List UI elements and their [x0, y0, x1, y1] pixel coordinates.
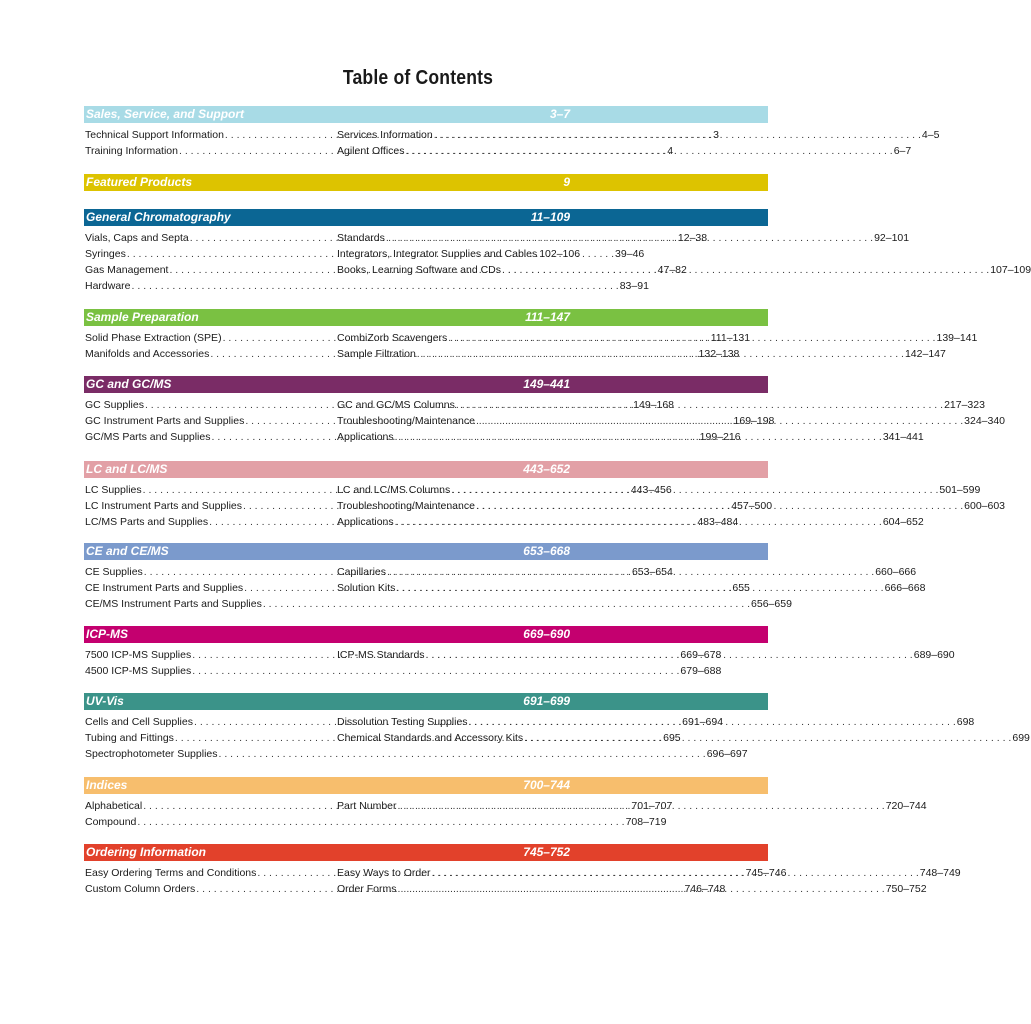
entry-label: Dissolution Testing Supplies: [337, 716, 468, 728]
toc-section: [84, 693, 1030, 762]
entry-pages: 669–678: [680, 649, 722, 661]
entry-pages: 689–690: [913, 649, 955, 661]
entry-pages: 501–599: [939, 484, 981, 496]
section-header-band: [84, 376, 768, 393]
dot-leader: [502, 262, 989, 278]
section-title[interactable]: ICP-MS: [86, 627, 128, 641]
dot-leader: [396, 580, 883, 596]
entry-pages: 653–654: [631, 566, 673, 578]
entry-pages: 83–91: [619, 280, 649, 292]
entry-label: Spectrophotometer Supplies: [85, 748, 218, 760]
toc-entry[interactable]: [85, 746, 748, 762]
entry-pages: 698: [956, 716, 975, 728]
section-title[interactable]: GC and GC/MS: [86, 377, 172, 391]
entry-label: 7500 ICP-MS Supplies: [85, 649, 192, 661]
entry-pages: 102–106: [539, 248, 581, 260]
toc-section: [84, 209, 1031, 294]
section-header-band: [84, 174, 768, 191]
toc-section: [84, 309, 978, 362]
section-title[interactable]: CE and CE/MS: [86, 544, 169, 558]
section-title[interactable]: Indices: [86, 778, 128, 792]
entry-pages: 4–5: [921, 129, 940, 141]
entry-pages: 3: [713, 129, 719, 141]
section-title[interactable]: LC and LC/MS: [86, 462, 168, 476]
entry-label: GC/MS Parts and Supplies: [85, 431, 211, 443]
section-header-band: [84, 461, 768, 478]
entry-label: Part Number: [337, 800, 397, 812]
section-entries: [84, 123, 940, 159]
entry-label: Hardware: [85, 280, 131, 292]
entry-label: Easy Ordering Terms and Conditions: [85, 867, 257, 879]
entry-label: Applications: [337, 431, 394, 443]
section-header-band: [84, 777, 768, 794]
entry-pages: 666–668: [884, 582, 926, 594]
toc-section: [84, 626, 955, 679]
section-entries: [84, 794, 927, 830]
entry-label: CE Supplies: [85, 566, 143, 578]
entry-pages: 748–749: [919, 867, 961, 879]
entry-label: CE Instrument Parts and Supplies: [85, 582, 244, 594]
entry-pages: 39–46: [615, 248, 645, 260]
section-pages: 9: [563, 175, 570, 189]
dot-leader: [398, 798, 885, 814]
toc-entry[interactable]: [85, 663, 722, 679]
entry-pages: 324–340: [964, 415, 1006, 427]
section-pages: 111–147: [525, 310, 570, 324]
entry-pages: 720–744: [885, 800, 927, 812]
section-pages: 11–109: [530, 210, 570, 224]
section-pages: 669–690: [523, 627, 570, 641]
dot-leader: [448, 330, 935, 346]
entry-pages: 695: [663, 732, 681, 744]
entry-label: ICP-MS Standards: [337, 649, 425, 661]
dot-leader: [524, 730, 1011, 746]
entry-pages: 656–659: [751, 598, 792, 610]
section-entries: [84, 861, 961, 897]
toc-entry[interactable]: [85, 596, 792, 612]
entry-pages: 139–141: [936, 332, 978, 344]
entry-label: Syringes: [85, 248, 126, 260]
dot-leader: [395, 429, 882, 445]
section-title[interactable]: Ordering Information: [86, 845, 206, 859]
entry-label: Chemical Standards and Accessory Kits: [337, 732, 524, 744]
section-entries: [84, 478, 1006, 530]
entry-label: Order Forms: [337, 883, 397, 895]
entry-label: CombiZorb Scavengers: [337, 332, 448, 344]
entry-label: Manifolds and Accessories: [85, 348, 210, 360]
entry-label: Capillaries: [337, 566, 387, 578]
entry-label: Solid Phase Extraction (SPE): [85, 332, 222, 344]
entry-pages: 217–323: [944, 399, 985, 411]
section-entries: [84, 393, 1006, 445]
entry-label: Applications: [337, 516, 394, 528]
entry-pages: 12–38: [677, 232, 708, 244]
entry-pages: 655: [732, 582, 750, 594]
entry-label: Training Information: [85, 145, 178, 157]
entry-pages: 708–719: [625, 816, 667, 828]
entry-label: GC and GC/MS Columns: [337, 399, 455, 411]
dot-leader: [476, 498, 963, 514]
dot-leader: [395, 514, 882, 530]
entry-label: Technical Support Information: [85, 129, 224, 141]
section-title[interactable]: Featured Products: [86, 175, 193, 189]
entry-label: Services Information: [337, 129, 433, 141]
entry-pages: 199–216: [699, 431, 741, 443]
entry-pages: 4: [667, 145, 674, 157]
entry-pages: 107–109: [990, 264, 1031, 276]
entry-pages: 132–138: [698, 348, 740, 360]
entries-column-right: [337, 127, 940, 159]
section-entries: [84, 226, 1031, 294]
section-pages: 691–699: [523, 694, 570, 708]
entry-pages: 341–441: [882, 431, 924, 443]
entry-label: LC Instrument Parts and Supplies: [85, 500, 242, 512]
dot-leader: [398, 881, 885, 897]
section-title[interactable]: UV-Vis: [86, 694, 124, 708]
toc-entry[interactable]: [337, 143, 912, 159]
toc-section: [84, 106, 940, 159]
entry-label: Cells and Cell Supplies: [85, 716, 193, 728]
entry-label: Integrators, Integrator Supplies and Cables: [337, 248, 538, 260]
entry-label: Sample Filtration: [337, 348, 416, 360]
section-header-band: [84, 844, 768, 861]
entry-pages: 696–697: [706, 748, 748, 760]
toc-entry[interactable]: [85, 278, 649, 294]
entry-label: LC and LC/MS Columns: [337, 484, 451, 496]
entry-label: Vials, Caps and Septa: [85, 232, 189, 244]
dot-leader: [406, 143, 893, 159]
entry-pages: 660–666: [875, 566, 917, 578]
toc-section: [84, 844, 961, 897]
entry-label: Easy Ways to Order: [337, 867, 431, 879]
entry-label: Compound: [85, 816, 137, 828]
section-header-band: [84, 309, 768, 326]
dot-leader: [417, 346, 904, 362]
entry-pages: 699: [1012, 732, 1030, 744]
section-pages: 745–752: [523, 845, 570, 859]
entry-pages: 6–7: [893, 145, 912, 157]
entry-pages: 169–198: [733, 415, 775, 427]
section-pages: 653–668: [523, 544, 570, 558]
entry-label: Custom Column Orders: [85, 883, 196, 895]
entry-pages: 92–101: [874, 232, 910, 244]
entry-pages: 745–746: [745, 867, 787, 879]
section-title[interactable]: Sales, Service, and Support: [86, 107, 245, 121]
entry-label: Solution Kits: [337, 582, 396, 594]
entry-pages: 701–707: [631, 800, 673, 812]
entry-label: LC Supplies: [85, 484, 142, 496]
entry-label: Troubleshooting/Maintenance: [337, 500, 475, 512]
dot-leader: [387, 564, 874, 580]
toc-section: [84, 376, 1006, 445]
entry-pages: 483–484: [697, 516, 739, 528]
section-header-band: [84, 626, 768, 643]
section-pages: 443–652: [523, 462, 570, 476]
entry-pages: 604–652: [882, 516, 924, 528]
entry-label: GC Instrument Parts and Supplies: [85, 415, 245, 427]
toc-section: [84, 174, 768, 191]
dot-leader: [432, 865, 919, 881]
section-entries: [84, 560, 926, 612]
toc-entry[interactable]: [337, 246, 581, 262]
entry-label: CE/MS Instrument Parts and Supplies: [85, 598, 262, 610]
entry-label: Books, Learning Software and CDs: [337, 264, 502, 276]
entry-pages: 47–82: [657, 264, 687, 276]
entry-label: LC/MS Parts and Supplies: [85, 516, 209, 528]
toc-section: [84, 461, 1006, 530]
section-entries: [84, 710, 1030, 762]
dot-leader: [434, 127, 921, 143]
entry-pages: 679–688: [680, 665, 722, 677]
entry-pages: 746–748: [684, 883, 726, 895]
section-pages: 700–744: [523, 778, 570, 792]
section-entries: [84, 326, 978, 362]
entry-pages: 111–131: [710, 332, 751, 344]
dot-leader: [456, 397, 943, 413]
toc-section: [84, 543, 926, 612]
dot-leader: [451, 482, 938, 498]
dot-leader: [386, 230, 873, 246]
section-title[interactable]: Sample Preparation: [86, 310, 199, 324]
section-pages: 3–7: [549, 107, 570, 121]
entry-label: Standards: [337, 232, 385, 244]
toc-entry[interactable]: [337, 127, 940, 143]
entry-label: Gas Management: [85, 264, 169, 276]
section-header-band: [84, 106, 768, 123]
entry-pages: 600–603: [964, 500, 1006, 512]
dot-leader: [426, 647, 913, 663]
entry-pages: 750–752: [885, 883, 927, 895]
toc-section: [84, 777, 927, 830]
dot-leader: [476, 413, 963, 429]
entry-pages: 142–147: [904, 348, 946, 360]
section-entries: [84, 643, 955, 679]
entry-pages: 457–500: [731, 500, 773, 512]
toc-entry[interactable]: [85, 814, 667, 830]
entry-label: GC Supplies: [85, 399, 144, 411]
section-header-band: [84, 543, 768, 560]
section-pages: 149–441: [523, 377, 570, 391]
dot-leader: [469, 714, 956, 730]
entry-label: Troubleshooting/Maintenance: [337, 415, 475, 427]
page-title: Table of Contents: [342, 67, 494, 89]
entry-pages: 149–168: [633, 399, 675, 411]
section-header-band: [84, 209, 768, 226]
entry-pages: 691–694: [682, 716, 724, 728]
entry-label: 4500 ICP-MS Supplies: [85, 665, 192, 677]
entry-label: Alphabetical: [85, 800, 143, 812]
entry-label: Agilent Offices: [337, 145, 405, 157]
section-title[interactable]: General Chromatography: [86, 210, 231, 224]
entry-label: Tubing and Fittings: [85, 732, 174, 744]
entry-pages: 443–456: [630, 484, 672, 496]
section-header-band: [84, 693, 768, 710]
